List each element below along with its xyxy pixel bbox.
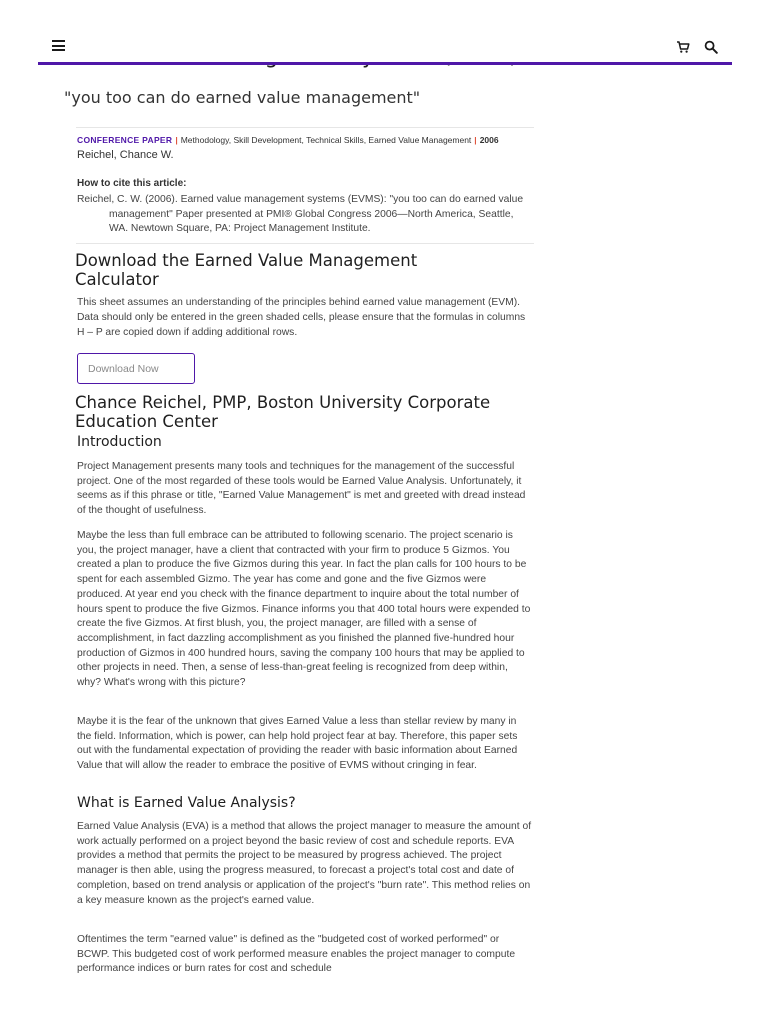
citation-heading: How to cite this article: [77,178,187,189]
content-type-label[interactable]: CONFERENCE PAPER [77,135,173,145]
shopping-cart-icon[interactable] [676,40,690,54]
meta-separator: | [175,135,178,145]
speaker-heading: Chance Reichel, PMP, Boston University Corporate Education Center [75,393,491,431]
page-subtitle: "you too can do earned value management" [64,88,421,107]
divider [76,243,534,244]
body-paragraph: Maybe the less than full embrace can be attributed to following scenario. The project scenario is you, the project manager, have a client that contracted with your firm to produce 5 Gizmos. You created a plan to produce the five Gizmos during this year. In fact the plan calls for 100 hours to be spent for each assembled Gizmo. The year has come and gone and the five Gizmos were produced. At year end you check with the finance department to inquire about the total number of hours spent to produce the five Gizmos. Finance informs you that 400 total hours were expended to create the five Gizmos. At first blush, you, the project manager, are filled with a sense of accomplishment, in fact dazzling accomplishment as you finished the planned five-hundred hour production of Gizmos in 400 hundred hours, saving the company 100 hours that may be applied to other projects in need. Then, a sense of less-than-great feeling is recognized from deep within, why? What's wrong with this picture? [77,530,531,689]
download-now-button[interactable]: Download Now [77,353,195,384]
article-meta [77,135,499,145]
publication-year: 2006 [479,135,499,145]
top-navigation-bar [0,0,768,64]
topic-tags: Methodology, Skill Development, Technical Skills, Earned Value Management [180,135,472,145]
hamburger-menu-icon[interactable] [52,40,65,51]
author-name: Reichel, Chance W. [77,149,174,161]
introduction-heading: Introduction [77,434,162,450]
calculator-heading: Download the Earned Value Management Calculator [75,251,418,289]
header-accent-rule [38,62,732,65]
calculator-description: This sheet assumes an understanding of the principles behind earned value management (EVM). Data should only be entered in the green shaded cells, please ensure that the formulas in columns H – P are copied down if adding additional rows. [77,297,526,338]
meta-separator: | [474,135,477,145]
divider [76,127,534,128]
body-paragraph: Earned Value Analysis (EVA) is a method that allows the project manager to measure the amount of work actually performed on a project beyond the basic review of cost and schedule reports. EVA provides a method that permits the project to be measured by progress achieved. The project manager is then able, using the progress measured, to forecast a project's total cost and date of completion, based on trend analysis or application of the project's "burn rate". This method relies on a key measure known as the project's earned value. [77,821,532,906]
eva-heading: What is Earned Value Analysis? [77,795,296,811]
body-paragraph: Oftentimes the term "earned value" is defined as the "budgeted cost of worked performed" or BCWP. This budgeted cost of work performed measure enables the project manager to compute performance indices or burn rates for cost and schedule [77,934,516,975]
body-paragraph: Project Management presents many tools and techniques for the management of the successful project. One of the most regarded of these tools would be Earned Value Analysis. Unfortunately, it seems as if this phrase or title, "Earned Value Management" is met and greeted with dread instead of the thought of usefulness. [77,461,526,517]
citation-text: Reichel, C. W. (2006). Earned value management systems (EVMS): "you too can do earned value management" Paper presented at PMI® Global Congress 2006—North America, Seattle, WA. Newtown Square, PA: Project Management Institute. [77,194,524,235]
body-paragraph: Maybe it is the fear of the unknown that gives Earned Value a less than stellar review by many in the field. Information, which is power, can help hold project fear at bay. Therefore, this paper sets out with the fundamental expectation of providing the reader with basic information about Earned Value that will allow the reader to embrace the positive of EVMS without cringing in fear. [77,716,518,772]
search-icon[interactable] [704,40,718,54]
